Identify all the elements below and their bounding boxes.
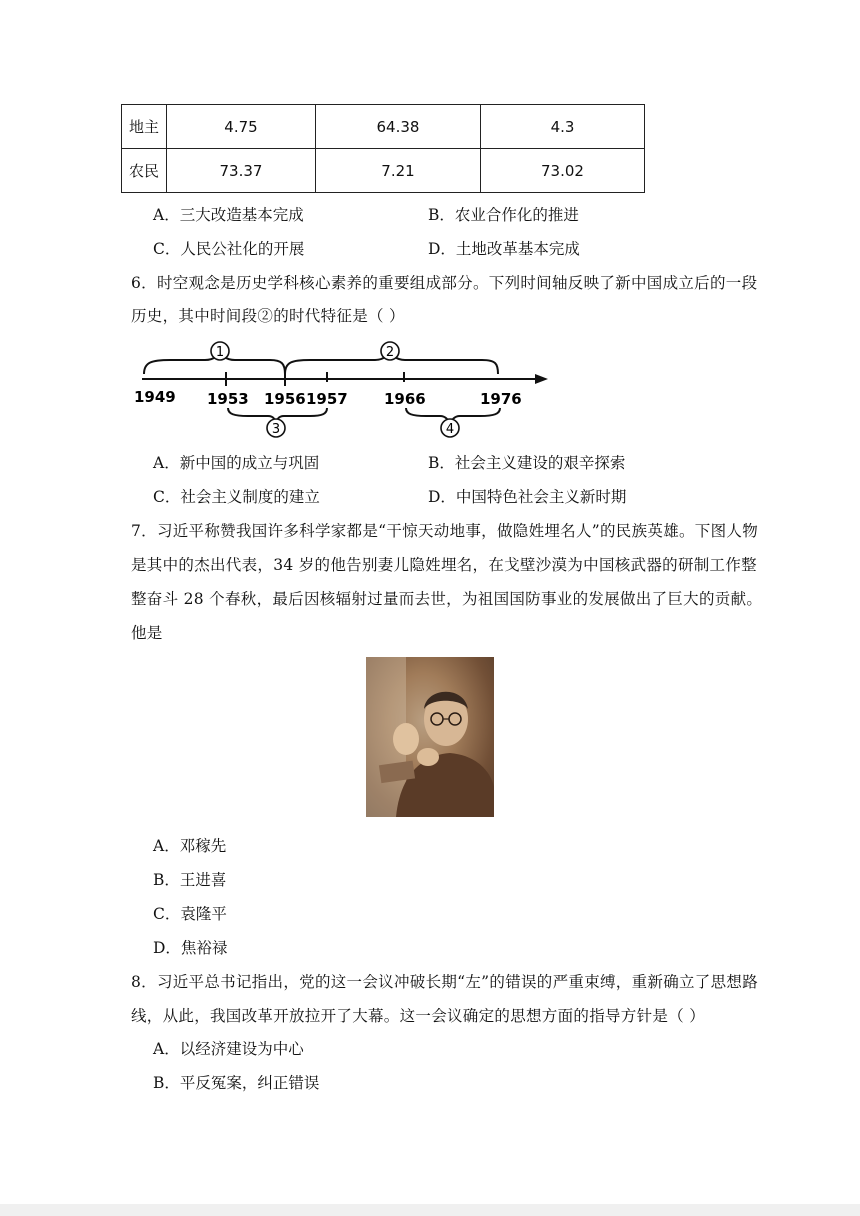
row-label: 农民 xyxy=(122,149,167,193)
q6-stem-line1: 6．时空观念是历史学科核心素养的重要组成部分。下列时间轴反映了新中国成立后的一段 xyxy=(131,274,758,292)
row-label: 地主 xyxy=(122,105,167,149)
q7-option-c[interactable]: C．袁隆平 xyxy=(153,905,227,923)
year-1949: 1949 xyxy=(134,388,176,406)
year-1976: 1976 xyxy=(480,390,522,408)
table-cell: 4.75 xyxy=(167,105,316,149)
table-row xyxy=(122,149,645,193)
year-1966: 1966 xyxy=(384,390,426,408)
q7-stem-line2: 是其中的杰出代表，34 岁的他告别妻儿隐姓埋名，在戈壁沙漠为中国核武器的研制工作整 xyxy=(131,556,757,574)
portrait-illustration xyxy=(366,657,494,817)
table-cell: 73.37 xyxy=(167,149,316,193)
label-4: 4 xyxy=(445,422,455,437)
q8-option-a[interactable]: A．以经济建设为中心 xyxy=(153,1040,304,1058)
q7-option-b[interactable]: B．王进喜 xyxy=(153,871,227,889)
page-bottom-edge xyxy=(0,1204,860,1216)
q7-option-d[interactable]: D．焦裕禄 xyxy=(153,939,228,957)
timeline-diagram xyxy=(130,338,550,446)
q6-option-d[interactable]: D．中国特色社会主义新时期 xyxy=(428,488,627,506)
table-row xyxy=(122,105,645,149)
q6-option-b[interactable]: B．社会主义建设的艰辛探索 xyxy=(428,454,626,472)
table-cell: 4.3 xyxy=(481,105,645,149)
table-cell: 7.21 xyxy=(316,149,481,193)
table-cell: 73.02 xyxy=(481,149,645,193)
label-3: 3 xyxy=(271,422,281,437)
year-1953: 1953 xyxy=(207,390,249,408)
q8-stem-line2: 线，从此，我国改革开放拉开了大幕。这一会议确定的思想方面的指导方针是（ ） xyxy=(131,1007,706,1025)
q8-option-b[interactable]: B．平反冤案，纠正错误 xyxy=(153,1074,320,1092)
q7-stem-line3: 整奋斗 28 个春秋，最后因核辐射过量而去世，为祖国国防事业的发展做出了巨大的贡献。 xyxy=(131,590,763,608)
q7-stem-line4: 他是 xyxy=(131,624,163,642)
scientist-photo xyxy=(366,657,494,817)
q8-stem-line1: 8．习近平总书记指出，党的这一会议冲破长期“左”的错误的严重束缚，重新确立了思想路 xyxy=(131,973,759,991)
q5-option-c[interactable]: C．人民公社化的开展 xyxy=(153,240,305,258)
year-1957: 1957 xyxy=(306,390,348,408)
year-1956: 1956 xyxy=(264,390,306,408)
q7-stem-line1: 7．习近平称赞我国许多科学家都是“干惊天动地事，做隐姓埋名人”的民族英雄。下图人物 xyxy=(131,522,759,540)
q6-stem-line2: 历史，其中时间段②的时代特征是（ ） xyxy=(131,307,405,325)
label-1: 1 xyxy=(215,345,225,360)
q6-option-c[interactable]: C．社会主义制度的建立 xyxy=(153,488,320,506)
timeline-arrow xyxy=(535,374,548,384)
q5-option-d[interactable]: D．土地改革基本完成 xyxy=(428,240,580,258)
land-ownership-table xyxy=(121,104,645,193)
q5-option-b[interactable]: B．农业合作化的推进 xyxy=(428,206,579,224)
label-2: 2 xyxy=(385,345,395,360)
q5-option-a[interactable]: A．三大改造基本完成 xyxy=(153,206,304,224)
table-cell: 64.38 xyxy=(316,105,481,149)
q7-option-a[interactable]: A．邓稼先 xyxy=(153,837,227,855)
q6-option-a[interactable]: A．新中国的成立与巩固 xyxy=(153,454,320,472)
